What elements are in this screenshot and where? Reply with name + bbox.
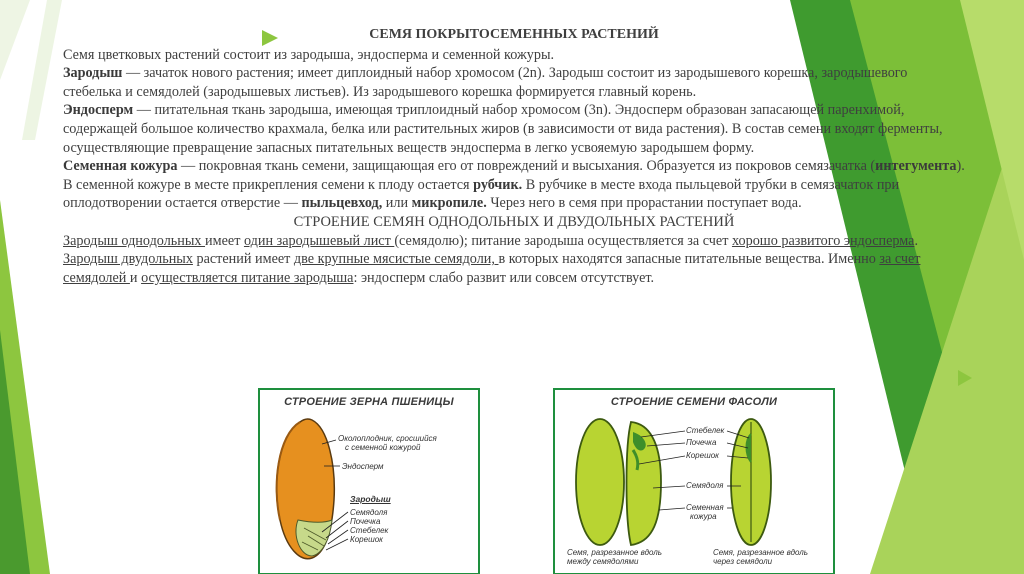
structure-text-4: (семядолю); питание зародыша осуществляется за счет [394,232,732,249]
bean-cotyledon-label: Семядоля [686,481,724,490]
coat-text-4: или [382,195,412,212]
bg-shape-corner [0,0,30,80]
intro-paragraph: Семя цветковых растений состоит из зародыша, эндосперма и семенной кожуры. [63,46,555,63]
structure-text-12: и [129,269,142,286]
main-text [63,26,965,287]
bean-caption-2-line-1: Семя, разрезанное вдоль [713,548,809,557]
embryo-paragraph [63,64,965,101]
wheat-bud-label: Почечка [350,517,381,526]
structure-text-3: один зародышевый лист [243,232,395,249]
wheat-endosperm-label: Эндосперм [342,462,384,471]
structure-heading: СТРОЕНИЕ СЕМЯН ОДНОДОЛЬНЫХ И ДВУДОЛЬНЫХ РАСТЕНИЙ [293,213,735,230]
wheat-pericarp-label-2: с семенной кожурой [345,443,421,452]
structure-text-11: за счет семядолей [63,251,921,286]
coat-text-1: — покровная ткань семени, защищающая его от повреждений и высыхания. Образуется из покровов семязачатка ( [177,158,876,175]
bean-coat-label-2: кожура [690,512,717,521]
structure-text-14: : эндосперм слабо развит или совсем отсутствует. [353,269,655,286]
section-heading: СЕМЯ ПОКРЫТОСЕМЕННЫХ РАСТЕНИЙ [369,27,659,42]
structure-text-8: растений имеет [192,251,294,268]
micropyle-term-2: микропиле. [411,195,487,212]
bean-cotyledon-left [576,419,624,545]
structure-text-5: хорошо развитого эндосперма [731,232,915,249]
hilum-term: рубчик. [473,176,523,193]
bean-caption-1-line-1: Семя, разрезанное вдоль [567,548,663,557]
wheat-pericarp-label-1: Околоплодник, сросшийся [338,434,437,443]
wheat-figure-title: СТРОЕНИЕ ЗЕРНА ПШЕНИЦЫ [284,396,454,408]
bean-caption-1-line-2: между семядолями [567,557,639,566]
endosperm-term: Эндосперм [63,102,134,119]
wheat-stem-label: Стебелек [350,526,389,535]
bean-bud-label: Почечка [686,438,717,447]
structure-paragraph [63,232,965,288]
wheat-root-label: Корешок [350,535,383,544]
coat-text-5: Через него в семя при прорастании поступает вода. [486,195,802,212]
structure-text-2: имеет [205,232,244,249]
bg-stripe [22,0,62,140]
wheat-cotyledon-label: Семядоля [350,508,388,517]
structure-text-10: в которых находятся запасные питательные вещества. Именно [498,251,880,268]
bean-stem-label: Стебелек [686,426,725,435]
wheat-grain-figure [258,388,480,574]
structure-text-9: две крупные мясистые семядоли, [293,251,499,268]
structure-text-13: осуществляется питание зародыша [141,269,354,286]
structure-text-6: . [914,232,918,249]
bean-seed-figure [553,388,835,574]
bean-root-label: Корешок [686,451,719,460]
bean-coat-label-1: Семенная [686,503,724,512]
integument-term: интегумента [875,158,957,175]
micropyle-term-1: пыльцевход, [301,195,383,212]
coat-paragraph [63,157,965,213]
embryo-text: — зачаток нового растения; имеет диплоидный набор хромосом (2n). Зародыш состоит из зародышевого корешка, зародышевого стебелька и семядолей (зародышевых листьев). Из зародышевого корешка формируется главный корень. [63,65,908,100]
endosperm-paragraph [63,101,965,157]
coat-text-3: В рубчике в месте входа пыльцевой трубки в семязачаток при оплодотворении остается отверстие — [63,176,900,212]
embryo-term: Зародыш [63,65,123,82]
endosperm-text: — питательная ткань зародыша, имеющая триплоидный набор хромосом (3n). Эндосперм образован запасающей паренхимой, содержащей большое количество крахмала, белка или растительных жиров (в зависимости от вида растения). В состав семени входят ферменты, осуществляющие превращение запасных питательных веществ эндосперма в легко усвояемую зародышем форму. [63,102,943,156]
wheat-grain-drawing [260,390,478,573]
coat-text-2: ). В семенной кожуре в месте прикрепления семени к плоду остается [63,158,965,193]
wheat-embryo-label: Зародыш [350,494,391,504]
bean-figure-title: СТРОЕНИЕ СЕМЕНИ ФАСОЛИ [610,396,778,408]
bean-caption-2-line-2: через семядоли [713,557,773,566]
structure-text-7: Зародыш двудольных [63,251,193,268]
structure-text-1: Зародыш однодольных [63,232,206,249]
coat-term: Семенная кожура [63,158,178,175]
